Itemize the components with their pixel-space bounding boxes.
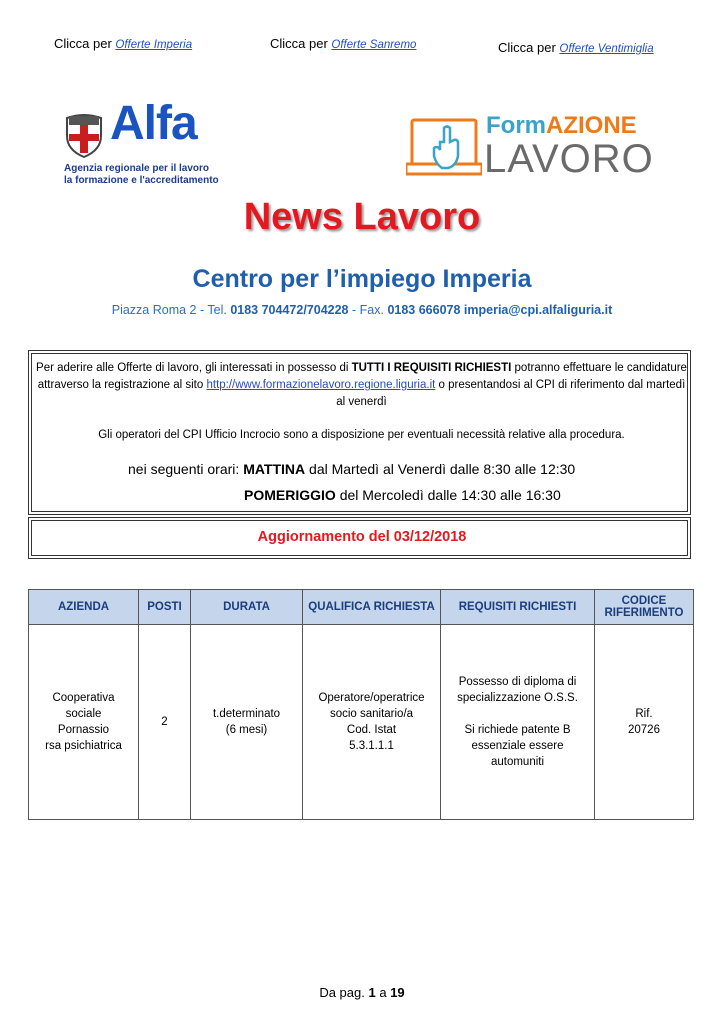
liguria-shield-icon	[64, 112, 104, 158]
alfa-subtitle: Agenzia regionale per il lavoro la formazione e l'accreditamento	[64, 163, 219, 186]
cell-codice: Rif. 20726	[595, 625, 694, 820]
header-posti: POSTI	[139, 590, 191, 625]
offerte-ventimiglia-link[interactable]: Offerte Ventimiglia	[559, 43, 654, 55]
formazione-logo-text: FormAZIONE	[486, 112, 637, 139]
header-qualifica: QUALIFICA RICHIESTA	[303, 590, 441, 625]
contact-address: Piazza Roma 2 - Tel. 0183 704472/704228 - Fax. 0183 666078 imperia@cpi.alfaliguria.it	[111, 303, 613, 317]
lavoro-logo-text: LAVORO	[484, 137, 654, 181]
cell-requisiti: Possesso di diploma di specializzazione O.S.S. Si richiede patente B essenziale essere automuniti	[441, 625, 595, 820]
cell-azienda: Cooperativa sociale Pornassio rsa psichiatrica	[29, 625, 139, 820]
formazionelavoro-link[interactable]: http://www.formazionelavoro.regione.liguria.it	[206, 379, 436, 391]
update-date: Aggiornamento del 03/12/2018	[257, 529, 467, 545]
cell-durata: t.determinato (6 mesi)	[191, 625, 303, 820]
centro-heading: Centro per l’impiego Imperia	[192, 265, 532, 293]
header-durata: DURATA	[191, 590, 303, 625]
hours-morning: nei seguenti orari: MATTINA dal Martedì al Venerdì dalle 8:30 alle 12:30	[128, 461, 576, 477]
offerte-imperia-link[interactable]: Offerte Imperia	[115, 39, 193, 51]
alfa-logo-text: Alfa	[110, 97, 197, 150]
header-azienda: AZIENDA	[29, 590, 139, 625]
top-link-sanremo: Clicca per Offerte Sanremo	[270, 36, 417, 51]
monitor-hand-icon	[406, 116, 482, 180]
top-link-imperia: Clicca per Offerte Imperia	[54, 36, 193, 51]
cell-posti: 2	[139, 625, 191, 820]
info-paragraph-2: Gli operatori del CPI Ufficio Incrocio sono a disposizione per eventuali necessità relative alla procedura.	[98, 429, 625, 441]
header-requisiti: REQUISITI RICHIESTI	[441, 590, 595, 625]
top-link-ventimiglia: Clicca per Offerte Ventimiglia	[498, 40, 654, 55]
header-codice: CODICE RIFERIMENTO	[595, 590, 694, 625]
table-row	[29, 625, 694, 820]
cell-qualifica: Operatore/operatrice socio sanitario/a Cod. Istat 5.3.1.1.1	[303, 625, 441, 820]
page-footer: Da pag. 1 a 19	[319, 985, 405, 1000]
hours-afternoon: POMERIGGIO del Mercoledì dalle 14:30 alle 16:30	[244, 487, 561, 503]
page-title: News Lavoro	[243, 196, 481, 238]
jobs-table	[28, 589, 694, 820]
info-paragraph-1: Per aderire alle Offerte di lavoro, gli interessati in possesso di TUTTI I REQUISITI RICHIESTI potranno effettuare le candidature attraverso la registrazione al sito http://www.formazionelavoro.regione.liguria.it o presentandosi al CPI di riferimento dal martedì al venerdì	[36, 362, 687, 408]
table-header-row	[29, 590, 694, 625]
offerte-sanremo-link[interactable]: Offerte Sanremo	[331, 39, 417, 51]
